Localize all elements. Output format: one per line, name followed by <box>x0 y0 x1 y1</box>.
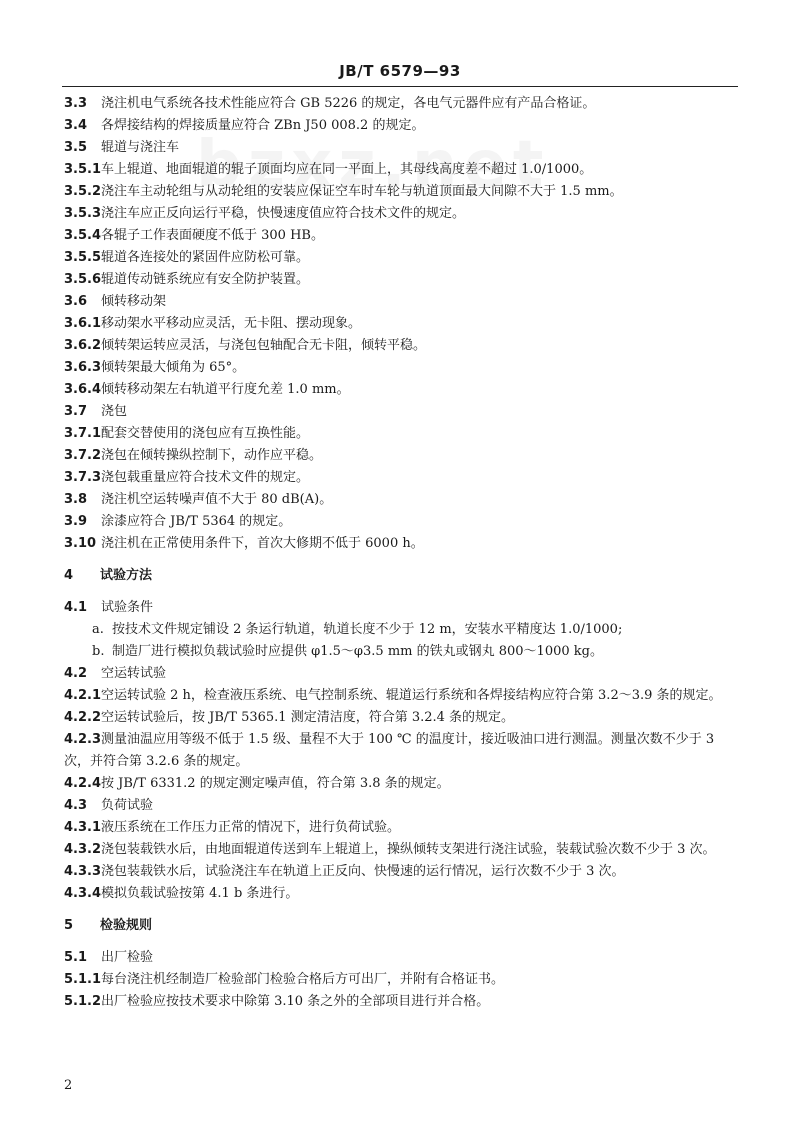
clause-number: 3.5 <box>64 140 88 155</box>
section-heading <box>64 915 744 937</box>
clause-text: 配套交替使用的浇包应有互换性能。 <box>101 426 310 441</box>
clause-text: 浇包装载铁水后，试验浇注车在轨道上正反向、快慢速的运行情况，运行次数不少于 3 次。 <box>101 864 625 879</box>
clause-number: 3.7.3 <box>64 470 102 485</box>
section-title: 试验方法 <box>100 568 153 583</box>
clause-number: 4.3.2 <box>64 842 102 857</box>
section-number: 5 <box>64 918 74 933</box>
clause-number: 4.2.4 <box>64 776 102 791</box>
clause-number: 3.8 <box>64 492 88 507</box>
clause-text: 按 JB/T 6331.2 的规定测定噪声值，符合第 3.8 条的规定。 <box>101 776 450 791</box>
clause-text: 浇注机在正常使用条件下，首次大修期不低于 6000 h。 <box>101 536 424 551</box>
header-rule <box>62 86 738 87</box>
list-marker: a. <box>92 622 104 637</box>
clause-number: 3.9 <box>64 514 88 529</box>
clause-number: 3.6.3 <box>64 360 102 375</box>
clause-text: 浇包载重量应符合技术文件的规定。 <box>101 470 310 485</box>
clause-number: 4.3.3 <box>64 864 102 879</box>
clause-text: 出厂检验 <box>101 950 154 965</box>
clause-text: 空运转试验 2 h，检查液压系统、电气控制系统、辊道运行系统和各焊接结构应符合第 3.2～3.9 条的规定。 <box>101 688 722 703</box>
clause-number: 4.2 <box>64 666 88 681</box>
clause-text: 浇注机电气系统各技术性能应符合 GB 5226 的规定，各电气元器件应有产品合格证。 <box>101 96 596 111</box>
section-heading <box>64 565 744 587</box>
page-content <box>64 93 744 1013</box>
clause-text: 浇包在倾转操纵控制下，动作应平稳。 <box>101 448 323 463</box>
clause-text: 辊道各连接处的紧固件应防松可靠。 <box>101 250 310 265</box>
clause-text: 出厂检验应按技术要求中除第 3.10 条之外的全部项目进行并合格。 <box>101 994 490 1009</box>
clause-text: 车上辊道、地面辊道的辊子顶面均应在同一平面上，其母线高度差不超过 1.0/1000。 <box>101 162 593 177</box>
section-number: 4 <box>64 568 74 583</box>
clause-number: 3.6 <box>64 294 88 309</box>
clause-number: 4.3.1 <box>64 820 102 835</box>
clause-text: 试验条件 <box>101 600 154 615</box>
list-item-text: 制造厂进行模拟负载试验时应提供 φ1.5～φ3.5 mm 的铁丸或钢丸 800～1000 kg。 <box>112 644 603 659</box>
clause-text: 负荷试验 <box>101 798 154 813</box>
clause-text: 模拟负载试验按第 4.1 b 条进行。 <box>101 886 299 901</box>
clause-number: 3.4 <box>64 118 88 133</box>
clause-text: 倾转架最大倾角为 65°。 <box>101 360 246 375</box>
clause-text: 倾转移动架左右轨道平行度允差 1.0 mm。 <box>101 382 350 397</box>
clause-number: 3.5.1 <box>64 162 102 177</box>
clause-text: 涂漆应符合 JB/T 5364 的规定。 <box>101 514 292 529</box>
clause-text: 移动架水平移动应灵活，无卡阻、摆动现象。 <box>101 316 362 331</box>
clause-number: 5.1.2 <box>64 994 102 1009</box>
document-code-header: JB/T 6579—93 <box>339 62 461 80</box>
clause-number: 3.7.1 <box>64 426 102 441</box>
clause-text: 浇注车主动轮组与从动轮组的安装应保证空车时车轮与轨道顶面最大间隙不大于 1.5 mm。 <box>101 184 623 199</box>
clause-text: 浇包装载铁水后，由地面辊道传送到车上辊道上，操纵倾转支架进行浇注试验，装载试验次数不少于 3 次。 <box>101 842 716 857</box>
list-item-text: 按技术文件规定铺设 2 条运行轨道，轨道长度不少于 12 m，安装水平精度达 1.0/1000; <box>112 622 623 637</box>
clause-number: 3.7 <box>64 404 88 419</box>
clause-number: 3.6.2 <box>64 338 102 353</box>
clause-number: 3.5.3 <box>64 206 102 221</box>
clause-number: 4.3.4 <box>64 886 102 901</box>
clause-number: 4.2.2 <box>64 710 102 725</box>
clause-text: 浇注机空运转噪声值不大于 80 dB(A)。 <box>101 492 333 507</box>
clause-number: 4.2.3 <box>64 732 102 747</box>
clause-text: 各辊子工作表面硬度不低于 300 HB。 <box>101 228 324 243</box>
clause-number: 3.5.2 <box>64 184 102 199</box>
clause-text: 测量油温应用等级不低于 1.5 级、量程不大于 100 ℃ 的温度计，接近吸油口进行测温。测量次数不少于 3 次，并符合第 3.2.6 条的规定。 <box>64 732 715 769</box>
clause-number: 4.3 <box>64 798 88 813</box>
clause-text: 浇注车应正反向运行平稳，快慢速度值应符合技术文件的规定。 <box>101 206 466 221</box>
clause-number: 3.5.6 <box>64 272 102 287</box>
clause-text: 浇包 <box>101 404 128 419</box>
clause-number: 4.2.1 <box>64 688 102 703</box>
clause-text: 空运转试验后，按 JB/T 5365.1 测定清洁度，符合第 3.2.4 条的规定。 <box>101 710 515 725</box>
clause-text: 倾转移动架 <box>101 294 167 309</box>
clause-number: 5.1 <box>64 950 88 965</box>
clause-text: 各焊接结构的焊接质量应符合 ZBn J50 008.2 的规定。 <box>101 118 425 133</box>
page-number: 2 <box>64 1078 73 1093</box>
clause-text: 每台浇注机经制造厂检验部门检验合格后方可出厂，并附有合格证书。 <box>101 972 505 987</box>
clause-number: 3.7.2 <box>64 448 102 463</box>
clause-number: 3.3 <box>64 96 88 111</box>
clause-text: 辊道与浇注车 <box>101 140 180 155</box>
clause-text: 液压系统在工作压力正常的情况下，进行负荷试验。 <box>101 820 401 835</box>
clause-number: 3.6.4 <box>64 382 102 397</box>
clause-number: 3.6.1 <box>64 316 102 331</box>
clause-text: 空运转试验 <box>101 666 167 681</box>
clause-text: 辊道传动链系统应有安全防护装置。 <box>101 272 310 287</box>
clause-number: 3.10 <box>64 536 97 551</box>
clause-number: 4.1 <box>64 600 88 615</box>
clause-number: 3.5.4 <box>64 228 102 243</box>
clause-number: 5.1.1 <box>64 972 102 987</box>
clause-number: 3.5.5 <box>64 250 102 265</box>
clause-text: 倾转架运转应灵活，与浇包包轴配合无卡阻，倾转平稳。 <box>101 338 427 353</box>
list-marker: b. <box>92 644 105 659</box>
section-title: 检验规则 <box>100 918 153 933</box>
